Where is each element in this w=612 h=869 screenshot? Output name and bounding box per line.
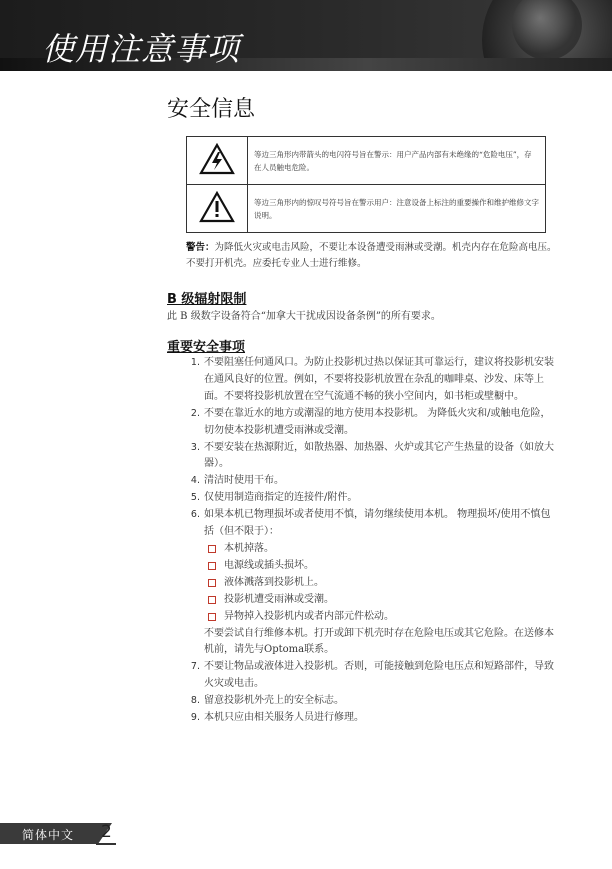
list-item: 5. 仅使用制造商指定的连接件/附件。 — [190, 492, 358, 504]
checkbox-bullet-icon — [208, 545, 216, 553]
list-item: 1. 不要阻塞任何通风口。为防止投影机过热以保证其可靠运行，建议将投影机安装在通风良好的位置。例如，不要将投影机放置在杂乱的咖啡桌、沙发、床等上面。不要将投影机放置在空气流通不畅的狭小空间内，如书柜或壁橱中。 — [190, 357, 554, 402]
sub-list-item: 电源线或插头损坏。 — [208, 558, 557, 575]
list-item: 7. 不要让物品或液体进入投影机。否则，可能接触到危险电压点和短路部件，导致火灾或电击。 — [190, 661, 554, 690]
exclamation-warning-text: 等边三角形内的惊叹号符号旨在警示用户：注意设备上标注的重要操作和维护维修文字说明。 — [248, 185, 546, 233]
safety-list — [167, 355, 557, 727]
footer-language: 简体中文 — [22, 828, 75, 842]
checkbox-bullet-icon — [208, 596, 216, 604]
footer-divider — [96, 843, 116, 845]
list-item: 4. 清洁时使用干布。 — [190, 475, 284, 487]
checkbox-bullet-icon — [208, 579, 216, 587]
important-heading: 重要安全事项 — [167, 340, 246, 355]
warning-label: 警告： — [186, 242, 215, 253]
checkbox-bullet-icon — [208, 613, 216, 621]
warning-symbol-table — [186, 136, 546, 233]
checkbox-bullet-icon — [208, 562, 216, 570]
warning-row — [187, 185, 546, 233]
warning-text: 为降低火灾或电击风险，不要让本设备遭受雨淋或受潮。机壳内存在危险高电压。不要打开机壳。应委托专业人士进行维修。 — [186, 242, 557, 269]
warning-row — [187, 137, 546, 185]
header-banner — [0, 0, 612, 71]
page-header-title: 使用注意事项 — [42, 30, 241, 68]
sub-list-item: 本机掉落。 — [208, 541, 557, 558]
list-item: 6. 如果本机已物理损坏或者使用不慎，请勿继续使用本机。 物理损坏/使用不慎包括（但不限于）： — [190, 509, 551, 538]
warning-paragraph — [186, 240, 558, 272]
item6-continuation: 不要尝试自行维修本机。打开或卸下机壳时存在危险电压或其它危险。在送修本机前，请先与Optoma联系。 — [204, 627, 554, 656]
list-item: 9. 本机只应由相关服务人员进行修理。 — [190, 712, 364, 724]
class-b-text: 此 B 级数字设备符合“加拿大干扰成因设备条例”的所有要求。 — [167, 311, 441, 322]
lightning-warning-text: 等边三角形内带箭头的电闪符号旨在警示：用户产品内部有未绝缘的“危险电压”，存在人员触电危险。 — [248, 137, 546, 185]
list-item: 2. 不要在靠近水的地方或潮湿的地方使用本投影机。 为降低火灾和/或触电危险，切勿使本投影机遭受雨淋或受潮。 — [190, 407, 551, 436]
safety-title: 安全信息 — [167, 97, 256, 122]
sub-list-item: 液体溅落到投影机上。 — [208, 575, 557, 592]
list-item: 8. 留意投影机外壳上的安全标志。 — [190, 695, 344, 707]
sub-list-item: 投影机遭受雨淋或受潮。 — [208, 592, 557, 609]
exclamation-warning-icon — [187, 185, 248, 233]
sub-list-item: 异物掉入投影机内或者内部元件松动。 — [208, 609, 557, 626]
lightning-warning-icon — [187, 137, 248, 185]
list-item: 3. 不要安装在热源附近，如散热器、加热器、火炉或其它产生热量的设备（如放大器）。 — [190, 441, 554, 470]
page-number: 2 — [101, 822, 112, 842]
class-b-heading: B 级辐射限制 — [167, 292, 247, 307]
